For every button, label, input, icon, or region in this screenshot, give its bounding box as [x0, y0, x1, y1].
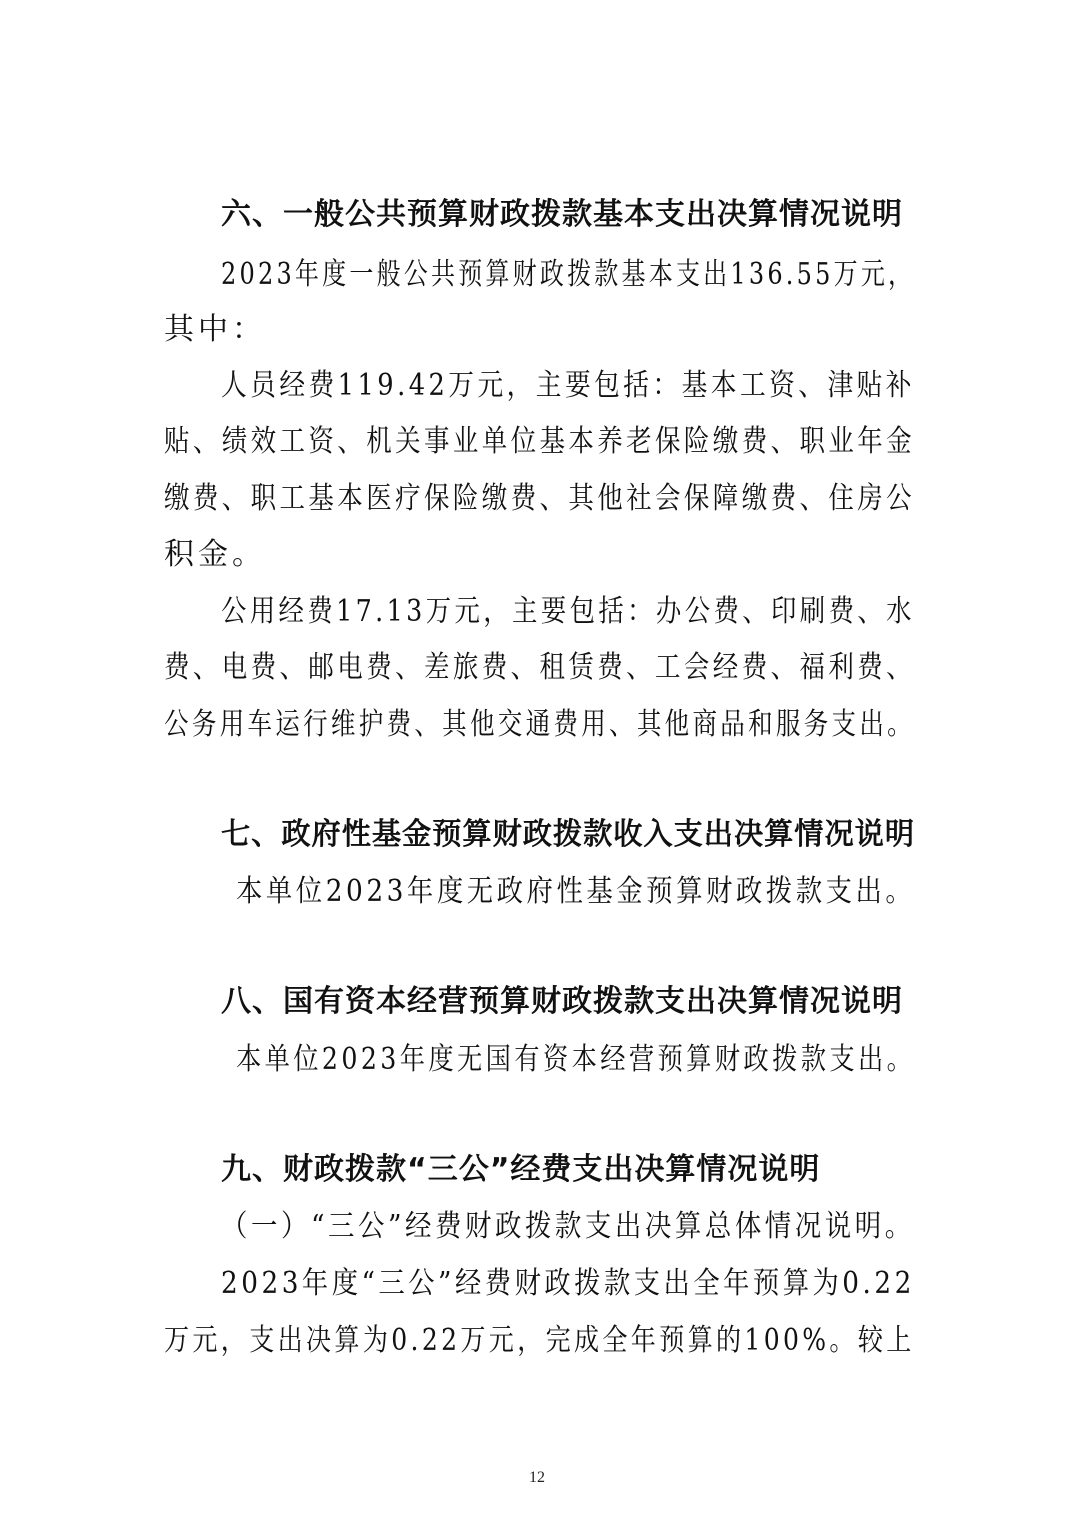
- paragraph-line: 本单位2023年度无国有资本经营预算财政拨款支出。: [236, 1042, 916, 1077]
- paragraph-line: 公务用车运行维护费、其他交通费用、其他商品和服务支出。: [164, 707, 915, 742]
- paragraph-line: 贴、绩效工资、机关事业单位基本养老保险缴费、职业年金: [164, 424, 915, 459]
- paragraph-line: 公用经费17.13万元，主要包括：办公费、印刷费、水: [221, 594, 915, 629]
- paragraph-line: 人员经费119.42万元，主要包括：基本工资、津贴补: [221, 368, 915, 403]
- section-heading: 九、财政拨款“三公”经费支出决算情况说明: [221, 1152, 821, 1187]
- section-heading: 七、政府性基金预算财政拨款收入支出决算情况说明: [221, 817, 915, 852]
- paragraph-line: 2023年度一般公共预算财政拨款基本支出136.55万元，: [221, 257, 916, 292]
- paragraph-line: 本单位2023年度无政府性基金预算财政拨款支出。: [236, 874, 916, 909]
- paragraph-line: 万元，支出决算为0.22万元，完成全年预算的100%。较上: [164, 1323, 915, 1358]
- page-number: 12: [529, 1469, 545, 1486]
- paragraph-line: 缴费、职工基本医疗保险缴费、其他社会保障缴费、住房公: [164, 481, 915, 516]
- paragraph-line: 积金。: [164, 537, 266, 572]
- paragraph-line: （一）“三公”经费财政拨款支出决算总体情况说明。: [221, 1209, 915, 1244]
- paragraph-line: 费、电费、邮电费、差旅费、租赁费、工会经费、福利费、: [164, 650, 915, 685]
- paragraph-line: 其中：: [164, 312, 266, 347]
- section-heading: 八、国有资本经营预算财政拨款支出决算情况说明: [221, 984, 903, 1019]
- section-heading: 六、一般公共预算财政拨款基本支出决算情况说明: [221, 197, 903, 232]
- paragraph-line: 2023年度“三公”经费财政拨款支出全年预算为0.22: [221, 1266, 915, 1301]
